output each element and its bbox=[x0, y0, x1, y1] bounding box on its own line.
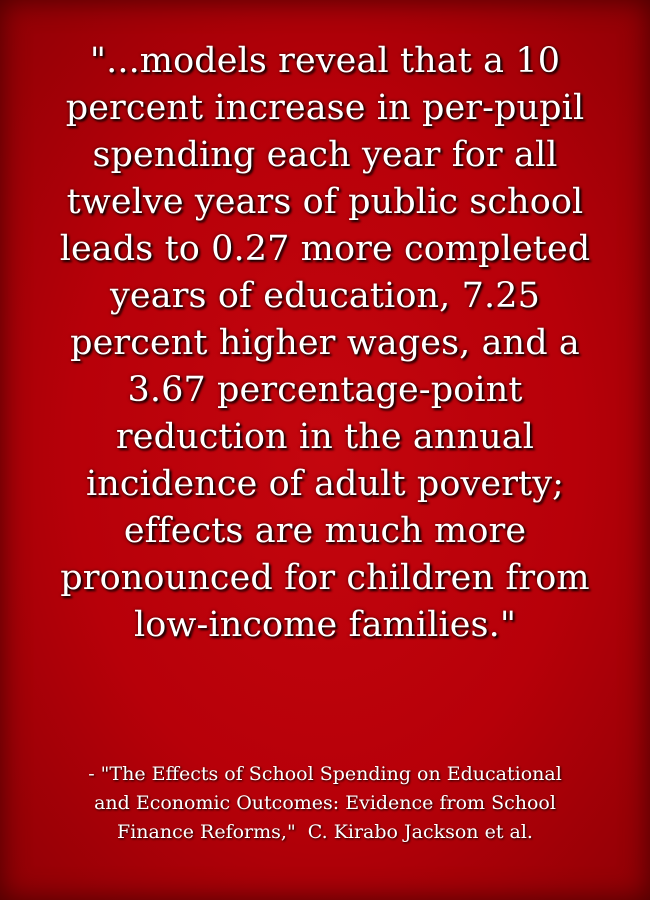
attribution-line: and Economic Outcomes: Evidence from School bbox=[94, 792, 556, 814]
quote-line: 3.67 percentage-point bbox=[127, 370, 523, 410]
quote-line: low-income families." bbox=[133, 605, 517, 645]
quote-line: percent higher wages, and a bbox=[70, 323, 580, 363]
quote-line: reduction in the annual bbox=[115, 417, 535, 457]
quote-line: twelve years of public school bbox=[66, 182, 584, 222]
quote-line: "...models reveal that a 10 bbox=[89, 41, 561, 81]
quote-line: spending each year for all bbox=[92, 135, 558, 175]
quote-line: effects are much more bbox=[123, 511, 527, 551]
attribution-line: Finance Reforms," C. Kirabo Jackson et al. bbox=[117, 821, 533, 843]
quote-line: incidence of adult poverty; bbox=[85, 464, 564, 504]
quote-line: years of education, 7.25 bbox=[110, 276, 540, 316]
quote-line: leads to 0.27 more completed bbox=[59, 229, 591, 269]
attribution-line: - "The Effects of School Spending on Educational bbox=[88, 763, 562, 785]
attribution-text bbox=[20, 760, 630, 847]
quote-text bbox=[20, 38, 630, 649]
quote-line: percent increase in per-pupil bbox=[65, 88, 585, 128]
quote-line: pronounced for children from bbox=[60, 558, 590, 598]
